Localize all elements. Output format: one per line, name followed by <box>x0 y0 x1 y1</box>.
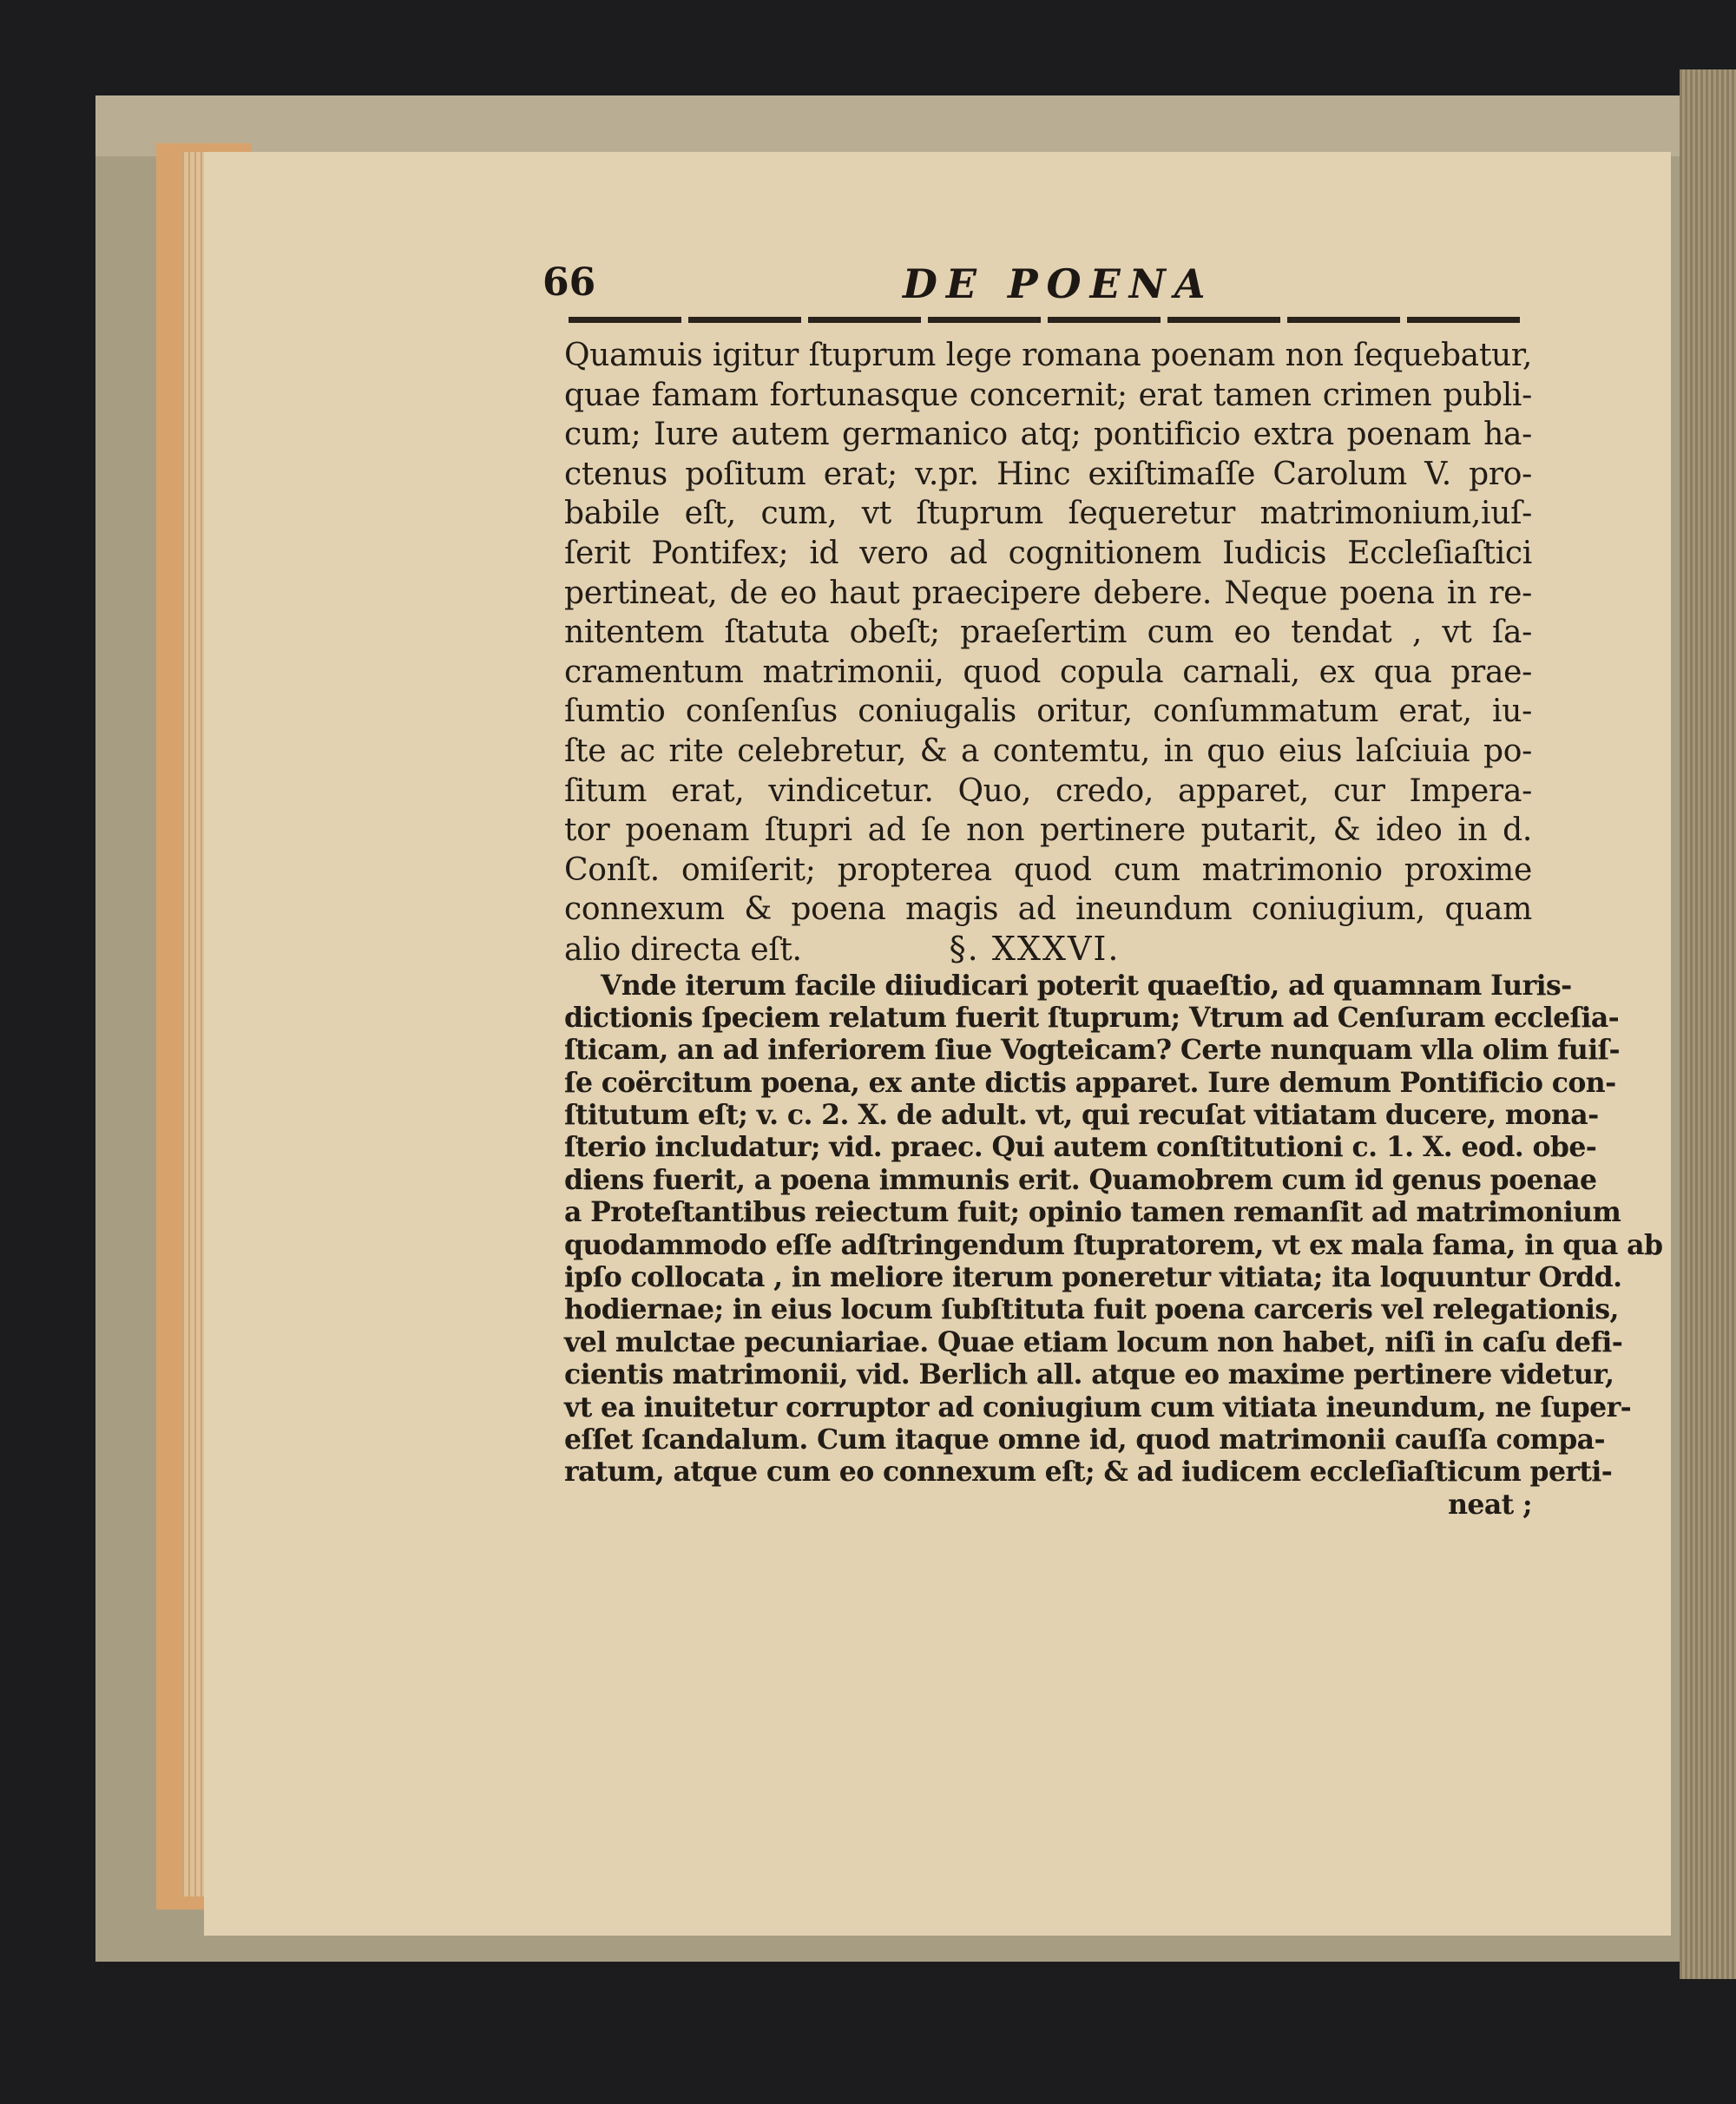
text-line-final <box>564 930 1532 970</box>
text-line: vel mulctae pecuniariae. Quae etiam locum non habet, niſi in caſu defi- <box>564 1325 1623 1358</box>
text-line: ſumtio conſenſus coniugalis oritur, conſummatum erat, iu- <box>564 694 1532 730</box>
text-line: babile eſt, cum, vt ſtuprum ſequeretur matrimonium,iuſ- <box>564 496 1532 532</box>
text-line: Conſt. omiſerit; propterea quod cum matrimonio proxime <box>564 851 1532 888</box>
text-line: Quamuis igitur ſtuprum lege romana poenam non ſequebatur, <box>564 338 1532 373</box>
text-line: dictionis ſpeciem relatum fuerit ſtuprum; Vtrum ad Cenſuram eccleſia- <box>564 1001 1620 1034</box>
text-line: connexum & poena magis ad ineundum coniugium, quam <box>564 891 1532 928</box>
text-line: a Proteſtantibus reiectum fuit; opinio tamen remanſit ad matrimonium <box>564 1196 1621 1229</box>
text-line: cientis matrimonii, vid. Berlich all. atque eo maxime pertinere videtur, <box>564 1358 1614 1391</box>
page-number: 66 <box>542 260 596 305</box>
text-line: ſerit Pontifex; id vero ad cognitionem Iudicis Eccleſiaſtici <box>564 535 1532 571</box>
page-header <box>542 260 1523 312</box>
text-line: ſe coërcitum poena, ex ante dictis apparet. Iure demum Pontificio con- <box>564 1066 1616 1099</box>
text-line: ſterio includatur; vid. praec. Qui autem conſtitutioni c. 1. X. eod. obe- <box>564 1131 1597 1164</box>
spine-cloth <box>1680 69 1736 1979</box>
text-line: diens fuerit, a poena immunis erit. Quamobrem cum id genus poenae <box>564 1163 1597 1196</box>
main-paragraph <box>564 336 1532 970</box>
text-line: cramentum matrimonii, quod copula carnali, ex qua prae- <box>564 654 1532 690</box>
text-line: eſſet ſcandalum. Cum itaque omne id, quod matrimonii cauſſa compa- <box>564 1423 1605 1456</box>
text-line: ipſo collocata , in meliore iterum poneretur vitiata; ita loquuntur Ordd. <box>564 1261 1622 1294</box>
text-line: vt ea inuitetur corruptor ad coniugium cum vitiata ineundum, ne ſuper- <box>564 1391 1632 1423</box>
text-line: pertineat, de eo haut praecipere debere. Neque poena in re- <box>564 575 1532 611</box>
text-block <box>564 336 1663 1521</box>
text-line: quodammodo eſſe adſtringendum ſtupratorem, vt ex mala fama, in qua ab <box>564 1228 1663 1261</box>
text-line: tor poenam ſtupri ad ſe non pertinere putarit, & ideo in d. <box>564 812 1532 849</box>
header-rule <box>569 317 1523 323</box>
text-line: ſitum erat, vindicetur. Quo, credo, apparet, cur Impera- <box>564 773 1532 809</box>
catchword: neat ; <box>1448 1488 1532 1521</box>
text-line: ctenus poſitum erat; v.pr. Hinc exiſtimaſſe Carolum V. pro- <box>564 456 1532 492</box>
section-paragraph <box>564 969 1663 1522</box>
text-line: Vnde iterum facile diiudicari poterit quaeſtio, ad quamnam Iuris- <box>601 969 1572 1002</box>
text-line: ratum, atque cum eo connexum eſt; & ad iudicem eccleſiaſticum perti- <box>564 1456 1613 1489</box>
text-line: hodiernae; in eius locum ſubſtituta fuit poena carceris vel relegationis, <box>564 1293 1619 1326</box>
running-head: DE POENA <box>903 260 1214 307</box>
text-line: ſtitutum eſt; v. c. 2. X. de adult. vt, qui recuſat vitiatam ducere, mona- <box>564 1099 1599 1132</box>
text-line: quae famam fortunasque concernit; erat tamen crimen publi- <box>564 377 1532 413</box>
book-cover-top-edge <box>95 95 1736 156</box>
text-line: ſte ac rite celebretur, & a contemtu, in quo eius laſciuia po- <box>564 733 1532 769</box>
text-line: nitentem ſtatuta obeſt; praeſertim cum eo tendat , vt ſa- <box>564 615 1532 651</box>
paragraph-end-text: alio directa eſt. <box>564 931 802 968</box>
text-line: ſticam, an ad inferiorem ſiue Vogteicam? Certe nunquam vlla olim fuiſ- <box>564 1034 1620 1067</box>
section-heading: §. XXXVI. <box>949 929 1121 968</box>
text-line: cum; Iure autem germanico atq; pontificio extra poenam ha- <box>564 417 1532 453</box>
